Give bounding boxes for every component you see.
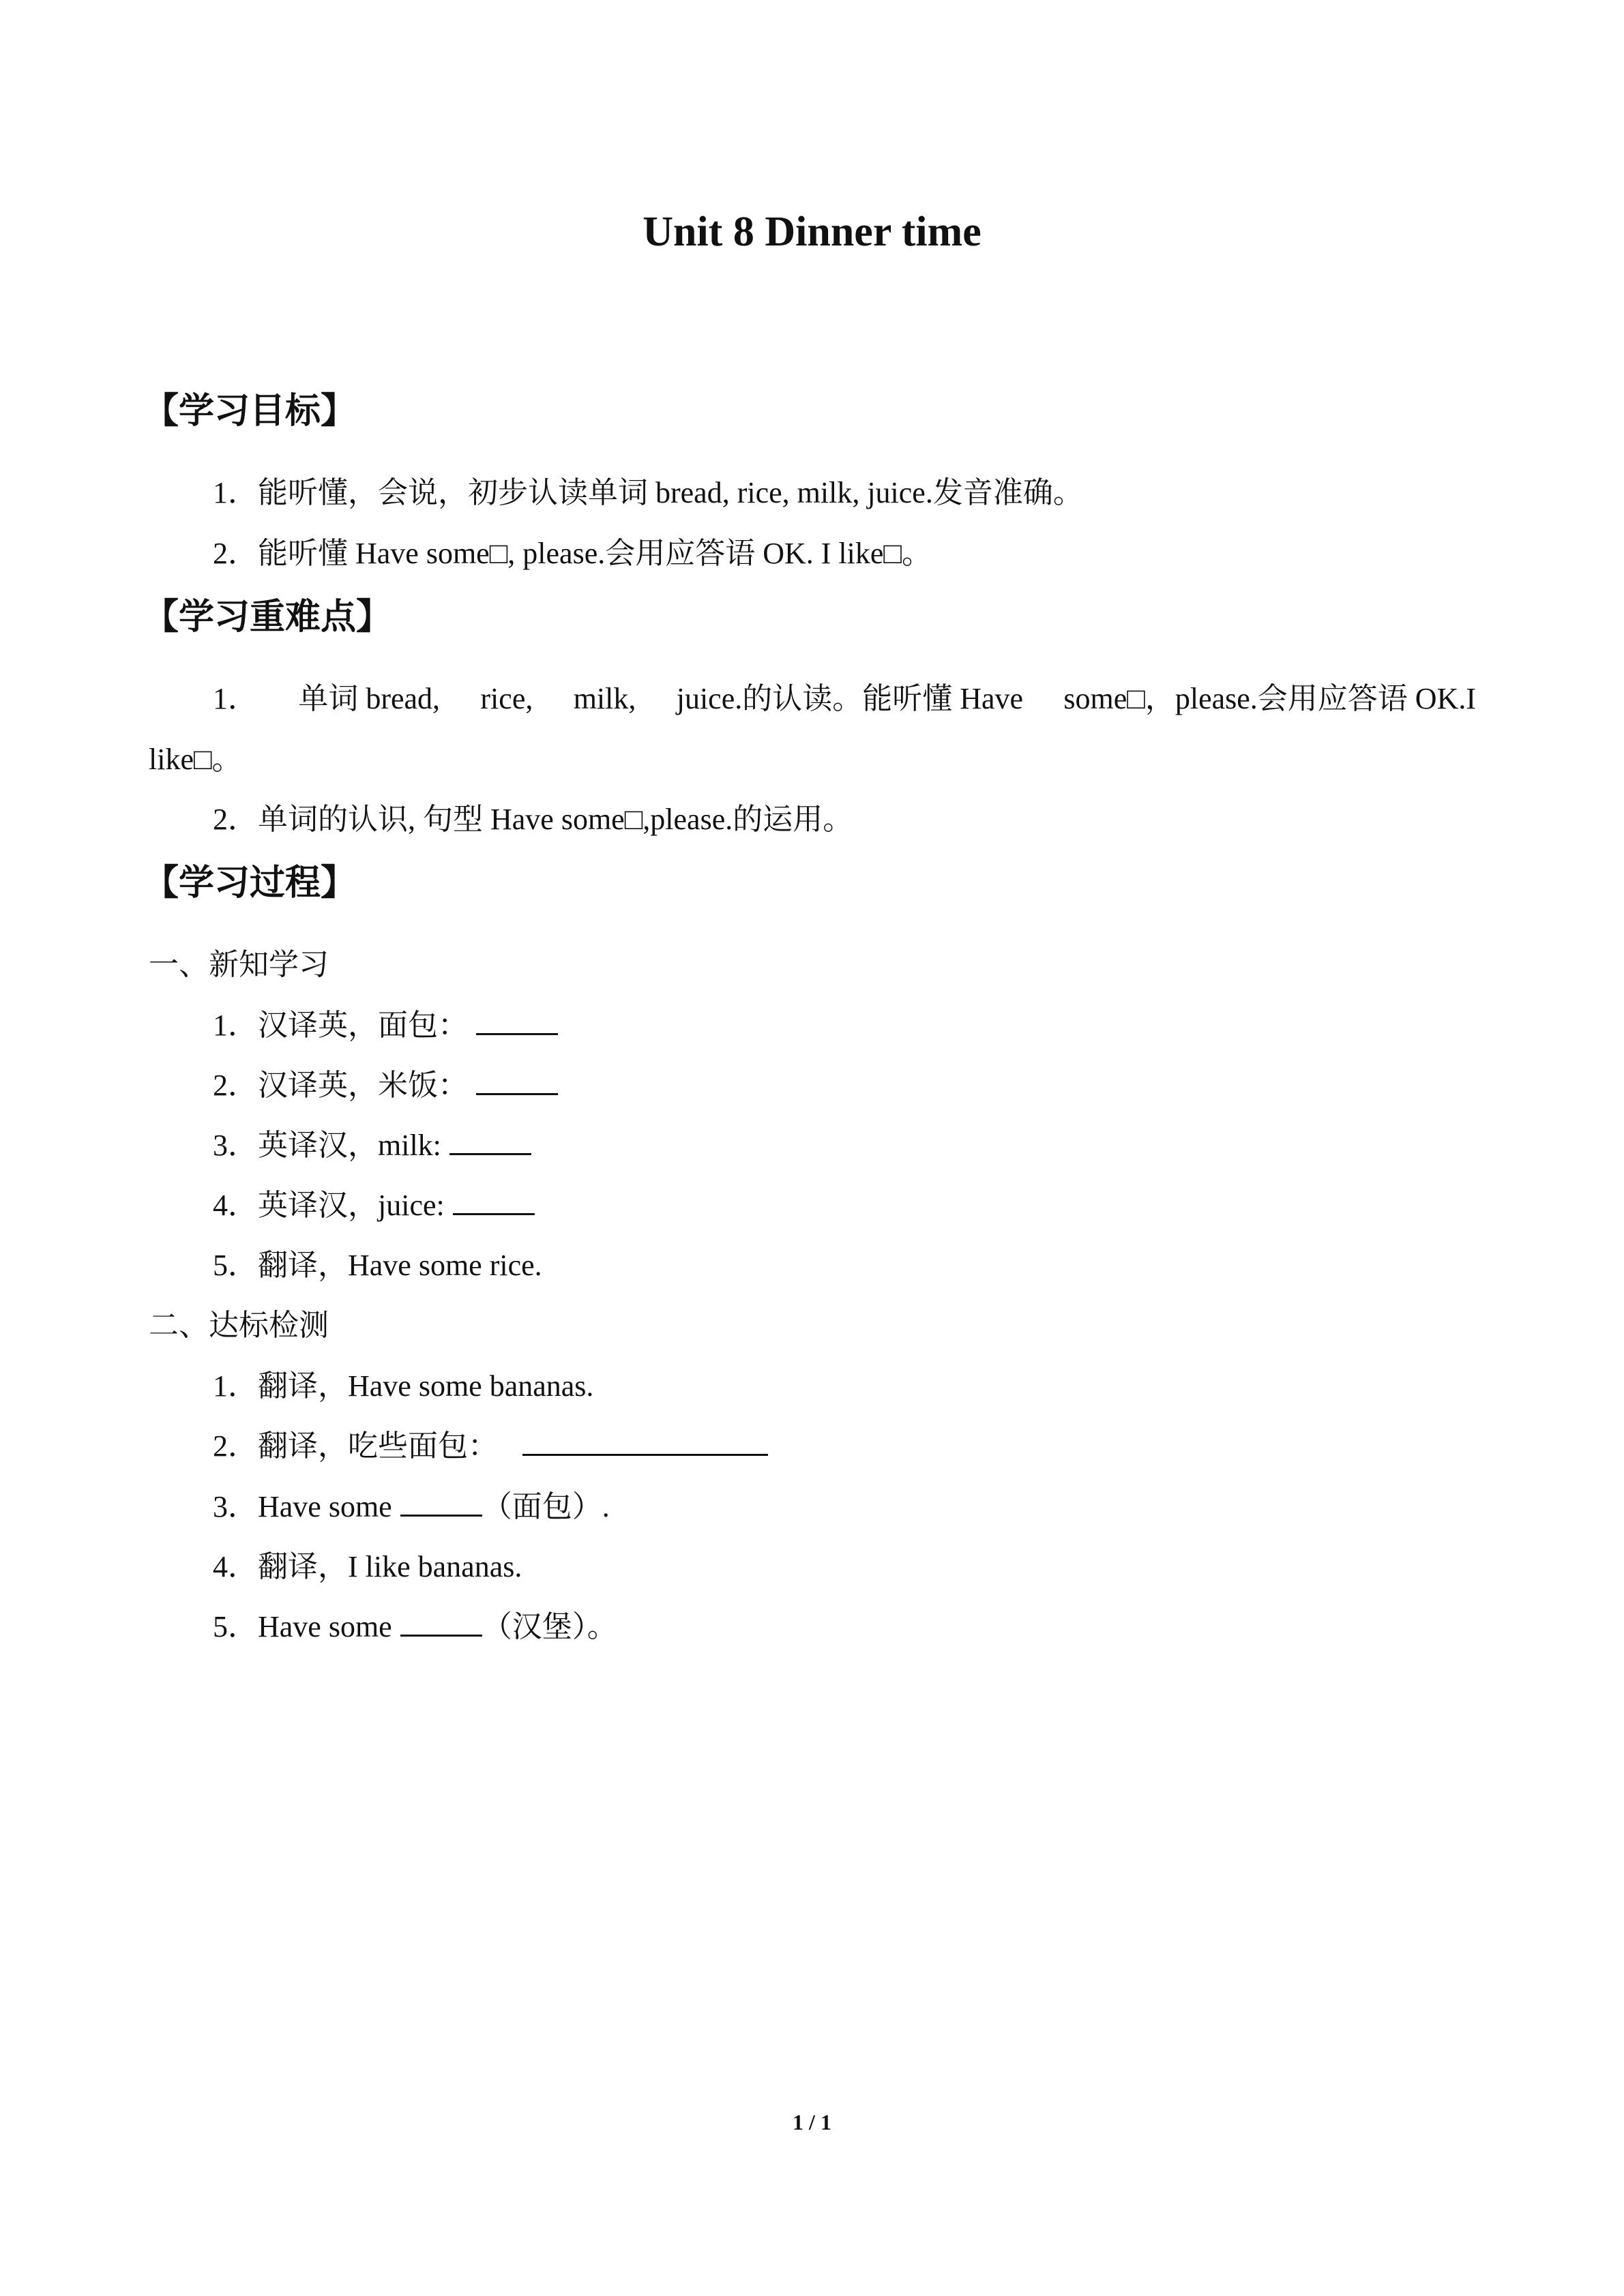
part1-item-3: [213, 1125, 531, 1166]
part2-item-3: [213, 1487, 610, 1527]
part2-item-2-text: 2．翻译，吃些面包：: [213, 1429, 498, 1463]
part1-item-4-text: 4．英译汉，juice:: [213, 1189, 445, 1222]
key-point-item-1-part: 1．: [213, 682, 258, 715]
key-point-item-1-part: juice.的认读。能听懂 Have: [676, 682, 1024, 715]
part1-item-1: [213, 1005, 558, 1046]
part2-item-5-post: （汉堡）。: [482, 1610, 617, 1643]
page-title: Unit 8 Dinner time: [643, 209, 981, 255]
heading-key-points: 【学习重难点】: [143, 597, 392, 638]
answer-blank[interactable]: [522, 1427, 768, 1456]
key-point-item-1-part: some□，please.会用应答语 OK.I: [1063, 682, 1476, 715]
answer-blank[interactable]: [400, 1487, 482, 1517]
page-number: 1 / 1: [793, 2110, 831, 2134]
part2-item-5-pre: 5．Have some: [213, 1610, 392, 1643]
part1-heading: 一、新知学习: [149, 948, 329, 981]
answer-blank[interactable]: [453, 1186, 535, 1215]
part2-item-1: 1．翻译，Have some bananas.: [213, 1369, 594, 1403]
part2-heading: 二、达标检测: [149, 1309, 329, 1342]
part1-item-2-text: 2．汉译英，米饭：: [213, 1069, 468, 1102]
answer-blank[interactable]: [476, 1066, 558, 1095]
objective-item-2: 2．能听懂 Have some□, please.会用应答语 OK. I like□。: [213, 537, 932, 570]
part1-item-4: [213, 1185, 535, 1226]
part2-item-4: 4．翻译，I like bananas.: [213, 1550, 522, 1583]
answer-blank[interactable]: [476, 1006, 558, 1035]
key-point-item-1-part: milk,: [573, 682, 636, 715]
key-point-item-1-continued: like□。: [149, 743, 242, 776]
part1-item-2: [213, 1065, 558, 1106]
key-point-item-1-part: rice,: [480, 682, 533, 715]
objective-item-1: 1．能听懂，会说，初步认读单词 bread, rice, milk, juice.发音准确。: [213, 476, 1083, 509]
key-point-item-2: 2．单词的认识, 句型 Have some□,please.的运用。: [213, 803, 853, 836]
part1-item-3-text: 3．英译汉，milk:: [213, 1129, 441, 1162]
answer-blank[interactable]: [400, 1607, 482, 1637]
part2-item-3-pre: 3．Have some: [213, 1490, 392, 1523]
part2-item-5: [213, 1607, 617, 1648]
part1-item-5: 5．翻译，Have some rice.: [213, 1249, 542, 1282]
key-point-item-1-part: 单词 bread,: [298, 682, 441, 715]
heading-objectives: 【学习目标】: [143, 391, 357, 432]
answer-blank[interactable]: [449, 1126, 531, 1155]
heading-process: 【学习过程】: [143, 863, 357, 904]
part1-item-1-text: 1．汉译英，面包：: [213, 1009, 468, 1042]
part2-item-2: [213, 1426, 768, 1467]
key-point-item-1: [213, 679, 1476, 719]
part2-item-3-post: （面包）.: [482, 1490, 610, 1523]
